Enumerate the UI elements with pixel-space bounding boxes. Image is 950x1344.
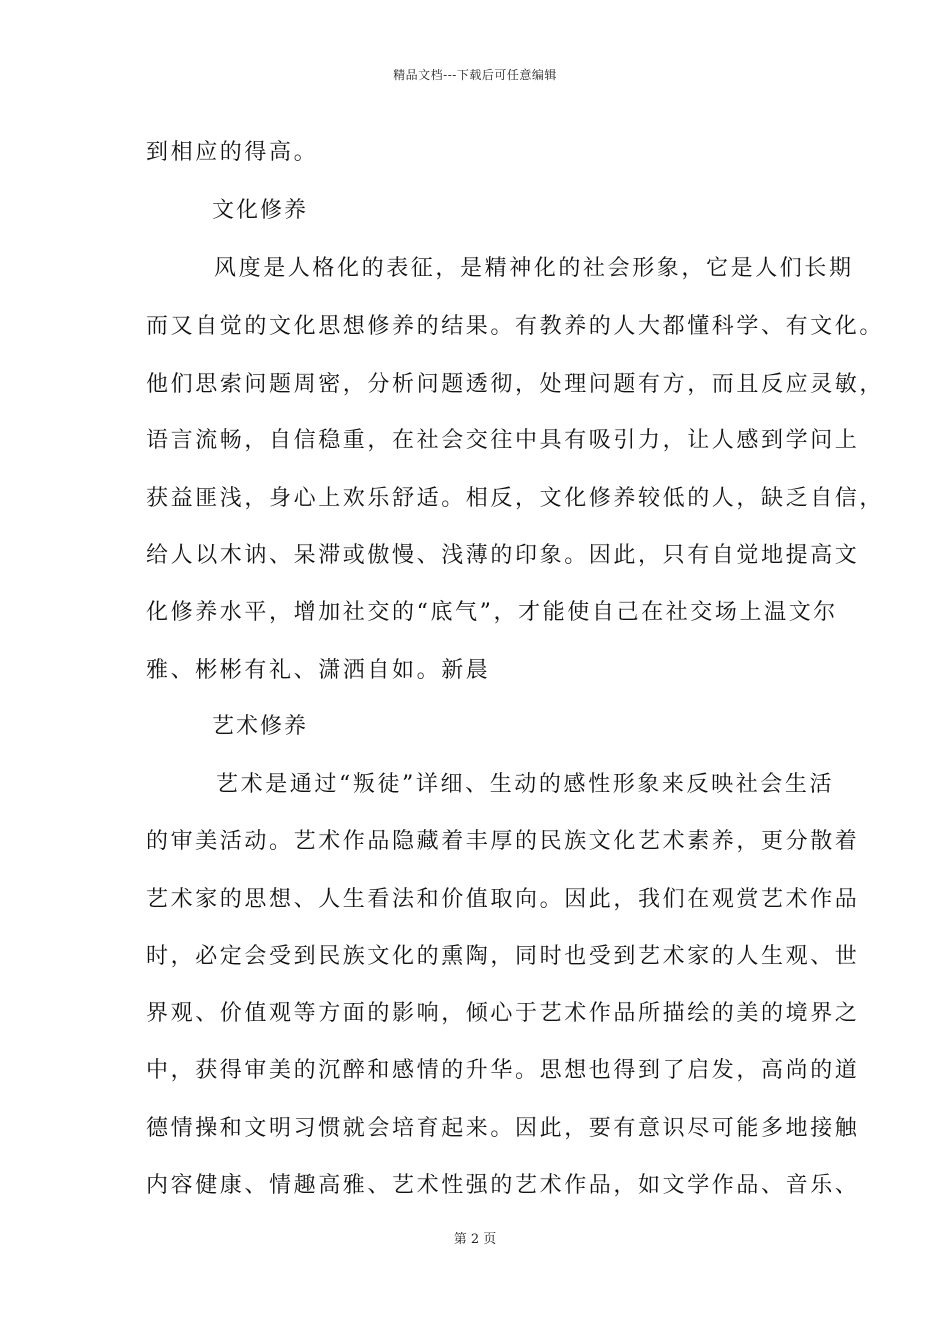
text-line: 时，必定会受到民族文化的熏陶，同时也受到艺术家的人生观、世: [146, 944, 860, 969]
text-line: 内容健康、情趣高雅、艺术性强的艺术作品，如文学作品、音乐、: [146, 1173, 860, 1198]
text-line: 德情操和文明习惯就会培育起来。因此，要有意识尽可能多地接触: [146, 1116, 860, 1141]
page-header: 精品文档---下载后可任意编辑: [393, 68, 557, 82]
text-line: 化修养水平，增加社交的“底气”，才能使自己在社交场上温文尔: [146, 600, 838, 625]
text-line: 界观、价值观等方面的影响，倾心于艺术作品所描绘的美的境界之: [146, 1001, 860, 1026]
text-line: 风度是人格化的表征，是精神化的社会形象，它是人们长期: [214, 256, 854, 281]
text-line: 语言流畅，自信稳重，在社会交往中具有吸引力，让人感到学问上: [146, 428, 860, 453]
text-line: 的审美活动。艺术作品隐藏着丰厚的民族文化艺术素养，更分散着: [146, 829, 860, 854]
text-line: 而又自觉的文化思想修养的结果。有教养的人大都懂科学、有文化。: [146, 314, 885, 339]
page-number: 第 2 页: [453, 1232, 497, 1247]
text-line: 中，获得审美的沉醉和感情的升华。思想也得到了启发，高尚的道: [146, 1058, 860, 1083]
section-heading-art: 艺术修养: [212, 714, 309, 739]
text-line: 获益匪浅，身心上欢乐舒适。相反，文化修养较低的人，缺乏自信，: [146, 486, 885, 511]
text-line: 艺术家的思想、人生看法和价值取向。因此，我们在观赏艺术作品: [146, 887, 860, 912]
section-heading-culture: 文化修养: [212, 198, 309, 223]
text-line: 雅、彬彬有礼、潇洒自如。新晨: [146, 658, 491, 683]
text-line: 给人以木讷、呆滞或傲慢、浅薄的印象。因此，只有自觉地提高文: [146, 543, 860, 568]
text-line: 他们思索问题周密，分析问题透彻，处理问题有方，而且反应灵敏，: [146, 372, 885, 397]
text-line: 艺术是通过“叛徒”详细、生动的感性形象来反映社会生活: [216, 772, 835, 797]
text-line: 到相应的得高。: [146, 140, 319, 165]
